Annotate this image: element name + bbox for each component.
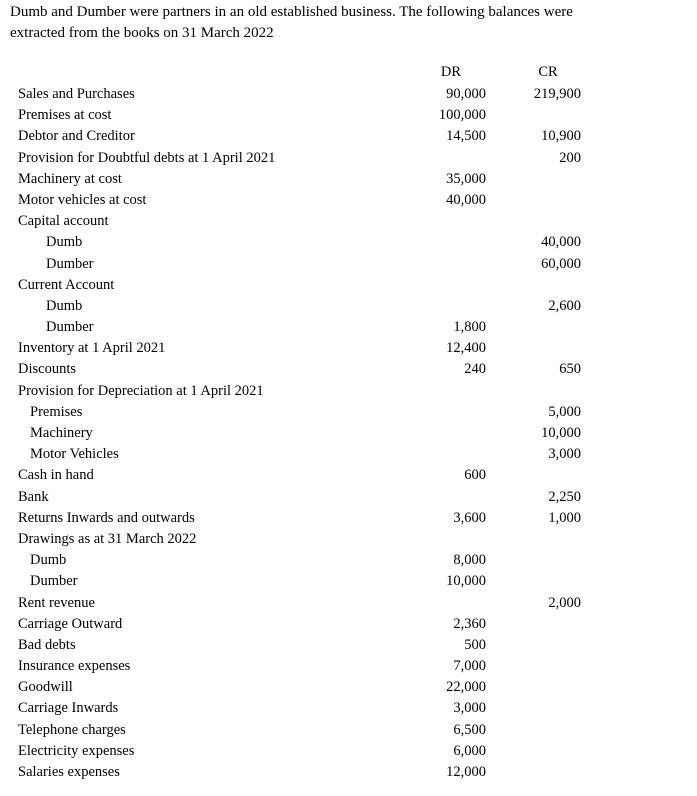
debit-amount: 3,600 xyxy=(453,509,486,526)
debit-amount: 40,000 xyxy=(446,191,486,208)
table-row xyxy=(0,402,697,423)
debit-amount: 240 xyxy=(464,361,486,378)
account-label: Capital account xyxy=(18,213,109,230)
table-row xyxy=(0,487,697,508)
credit-amount: 1,000 xyxy=(548,509,581,526)
account-label: Motor Vehicles xyxy=(30,446,119,463)
credit-amount: 40,000 xyxy=(541,234,581,251)
account-label: Returns Inwards and outwards xyxy=(18,509,195,526)
account-label: Dumb xyxy=(46,297,83,314)
debit-amount: 7,000 xyxy=(453,658,486,675)
debit-amount: 14,500 xyxy=(446,128,486,145)
debit-amount: 2,360 xyxy=(453,615,486,632)
debit-amount: 22,000 xyxy=(446,679,486,696)
table-row xyxy=(0,232,697,253)
debit-amount: 1,800 xyxy=(453,319,486,336)
credit-amount: 2,000 xyxy=(548,594,581,611)
debit-amount: 8,000 xyxy=(453,552,486,569)
credit-amount: 10,900 xyxy=(541,128,581,145)
account-label: Motor vehicles at cost xyxy=(18,191,147,208)
table-row xyxy=(0,105,697,126)
table-row xyxy=(0,211,697,232)
debit-amount: 6,000 xyxy=(453,742,486,759)
debit-amount: 100,000 xyxy=(438,107,486,124)
table-row xyxy=(0,677,697,698)
account-label: Dumb xyxy=(46,234,83,251)
account-label: Carriage Outward xyxy=(18,615,123,632)
table-row xyxy=(0,381,697,402)
account-label: Provision for Doubtful debts at 1 April 2021 xyxy=(18,149,276,166)
table-row xyxy=(0,508,697,529)
account-label: Machinery at cost xyxy=(18,170,122,187)
table-row xyxy=(0,635,697,656)
account-label: Inventory at 1 April 2021 xyxy=(18,340,166,357)
trial-balance-table xyxy=(0,84,697,783)
table-row xyxy=(0,169,697,190)
account-label: Discounts xyxy=(18,361,76,378)
credit-amount: 5,000 xyxy=(548,403,581,420)
credit-amount: 10,000 xyxy=(541,425,581,441)
account-label: Electricity expenses xyxy=(18,742,135,759)
account-label: Bad debts xyxy=(18,636,76,653)
account-label: Provision for Depreciation at 1 April 2021 xyxy=(18,382,264,399)
table-row xyxy=(0,148,697,169)
table-row xyxy=(0,126,697,147)
table-row xyxy=(0,720,697,741)
account-label: Dumber xyxy=(46,319,94,336)
table-row xyxy=(0,593,697,614)
intro-line-2: extracted from the books on 31 March 2022 xyxy=(10,25,274,41)
account-label: Premises at cost xyxy=(18,107,112,124)
debit-amount: 90,000 xyxy=(446,86,486,102)
account-label: Cash in hand xyxy=(18,467,94,484)
intro-line-1: Dumb and Dumber were partners in an old established business. The following balances were xyxy=(10,4,573,20)
table-row xyxy=(0,762,697,783)
account-label: Telephone charges xyxy=(18,721,126,738)
debit-amount: 500 xyxy=(464,636,486,653)
cr-column-header: CR xyxy=(538,64,558,80)
debit-amount: 12,000 xyxy=(446,764,486,780)
credit-amount: 2,250 xyxy=(548,488,581,505)
account-label: Salaries expenses xyxy=(18,764,120,780)
table-row xyxy=(0,275,697,296)
debit-amount: 12,400 xyxy=(446,340,486,357)
table-row xyxy=(0,741,697,762)
table-row xyxy=(0,571,697,592)
account-label: Dumber xyxy=(46,255,94,272)
debit-amount: 6,500 xyxy=(453,721,486,738)
table-row xyxy=(0,296,697,317)
table-row xyxy=(0,338,697,359)
table-row xyxy=(0,84,697,105)
account-label: Goodwill xyxy=(18,679,73,696)
account-label: Machinery xyxy=(30,425,93,441)
account-label: Drawings as at 31 March 2022 xyxy=(18,530,197,547)
table-row xyxy=(0,444,697,465)
credit-amount: 60,000 xyxy=(541,255,581,272)
table-row xyxy=(0,359,697,380)
account-label: Debtor and Creditor xyxy=(18,128,135,145)
credit-amount: 200 xyxy=(559,149,581,166)
account-label: Bank xyxy=(18,488,49,505)
debit-amount: 600 xyxy=(464,467,486,484)
account-label: Carriage Inwards xyxy=(18,700,119,717)
account-label: Dumb xyxy=(30,552,67,569)
credit-amount: 2,600 xyxy=(548,297,581,314)
debit-amount: 35,000 xyxy=(446,170,486,187)
credit-amount: 650 xyxy=(559,361,581,378)
dr-column-header: DR xyxy=(440,64,462,80)
table-row xyxy=(0,529,697,550)
table-row xyxy=(0,317,697,338)
account-label: Rent revenue xyxy=(18,594,95,611)
table-row xyxy=(0,423,697,444)
account-label: Current Account xyxy=(18,276,115,293)
table-row xyxy=(0,656,697,677)
table-row xyxy=(0,190,697,211)
table-row xyxy=(0,614,697,635)
table-row xyxy=(0,550,697,571)
account-label: Insurance expenses xyxy=(18,658,131,675)
debit-amount: 3,000 xyxy=(453,700,486,717)
account-label: Sales and Purchases xyxy=(18,86,135,102)
table-row xyxy=(0,254,697,275)
account-label: Premises xyxy=(30,403,83,420)
table-row xyxy=(0,465,697,486)
intro-paragraph xyxy=(10,2,680,44)
credit-amount: 3,000 xyxy=(548,446,581,463)
debit-amount: 10,000 xyxy=(446,573,486,590)
account-label: Dumber xyxy=(30,573,78,590)
table-row xyxy=(0,698,697,719)
credit-amount: 219,900 xyxy=(533,86,581,102)
